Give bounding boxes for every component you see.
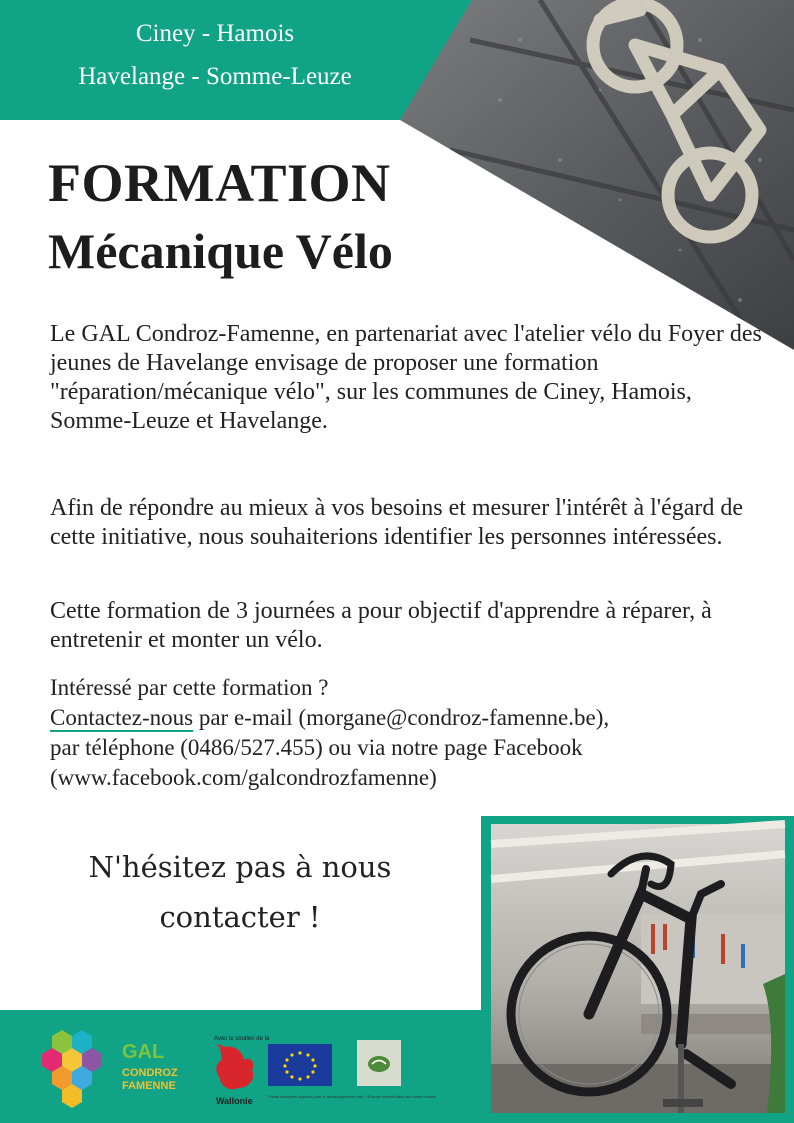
- objective-paragraph: Cette formation de 3 journées a pour objectif d'apprendre à réparer, à entretenir et monter un vélo.: [50, 598, 712, 653]
- call-to-action: [30, 842, 450, 942]
- location-line-1: Ciney - Hamois: [135, 20, 295, 47]
- contact-question: Intéressé par cette formation ?: [50, 675, 329, 700]
- contact-facebook: (www.facebook.com/galcondrozfamenne): [50, 765, 437, 790]
- gal-name: GAL: [122, 1041, 165, 1063]
- leader-logo-icon: [357, 1040, 401, 1086]
- partner-logos: [30, 1026, 436, 1112]
- support-label: Avec le soutien de la: [214, 1036, 270, 1042]
- eu-caption: Fonds européen agricole pour le développement rural : l'Europe investit dans les zones rurales: [268, 1094, 436, 1099]
- eu-flag-icon: [268, 1044, 332, 1086]
- gal-sub-1: CONDROZ: [122, 1067, 178, 1079]
- wallonie-label: Wallonie: [216, 1096, 253, 1106]
- needs-paragraph: Afin de répondre au mieux à vos besoins et mesurer l'intérêt à l'égard de cette initiative, nous souhaiterions identifier les personnes intéressées.: [50, 495, 744, 550]
- intro-paragraph: Le GAL Condroz-Famenne, en partenariat avec l'atelier vélo du Foyer des jeunes de Havelange envisage de proposer une formation "réparation/mécanique vélo", sur les communes de Ciney, Hamois, Somme-Leuze et Havelange.: [50, 321, 762, 434]
- contact-us-link[interactable]: Contactez-nous: [50, 705, 194, 730]
- title-formation: FORMATION: [48, 153, 391, 213]
- gal-sub-2: FAMENNE: [122, 1080, 176, 1092]
- location-line-2: Havelange - Somme-Leuze: [78, 63, 352, 90]
- contact-phone: par téléphone (0486/527.455) ou via notre page Facebook: [50, 735, 583, 760]
- title-mecanique-velo: Mécanique Vélo: [48, 223, 393, 279]
- contact-block: [50, 673, 770, 793]
- contact-email-line: [50, 703, 770, 733]
- cta-line-2: contacter !: [159, 900, 321, 934]
- wallonie-rooster-icon: [216, 1044, 253, 1089]
- gal-logo-icon: [42, 1030, 102, 1108]
- bike-workshop-photo: [491, 824, 785, 1113]
- contact-email: par e-mail (morgane@condroz-famenne.be),: [193, 705, 610, 730]
- cta-line-1: N'hésitez pas à nous: [88, 850, 392, 884]
